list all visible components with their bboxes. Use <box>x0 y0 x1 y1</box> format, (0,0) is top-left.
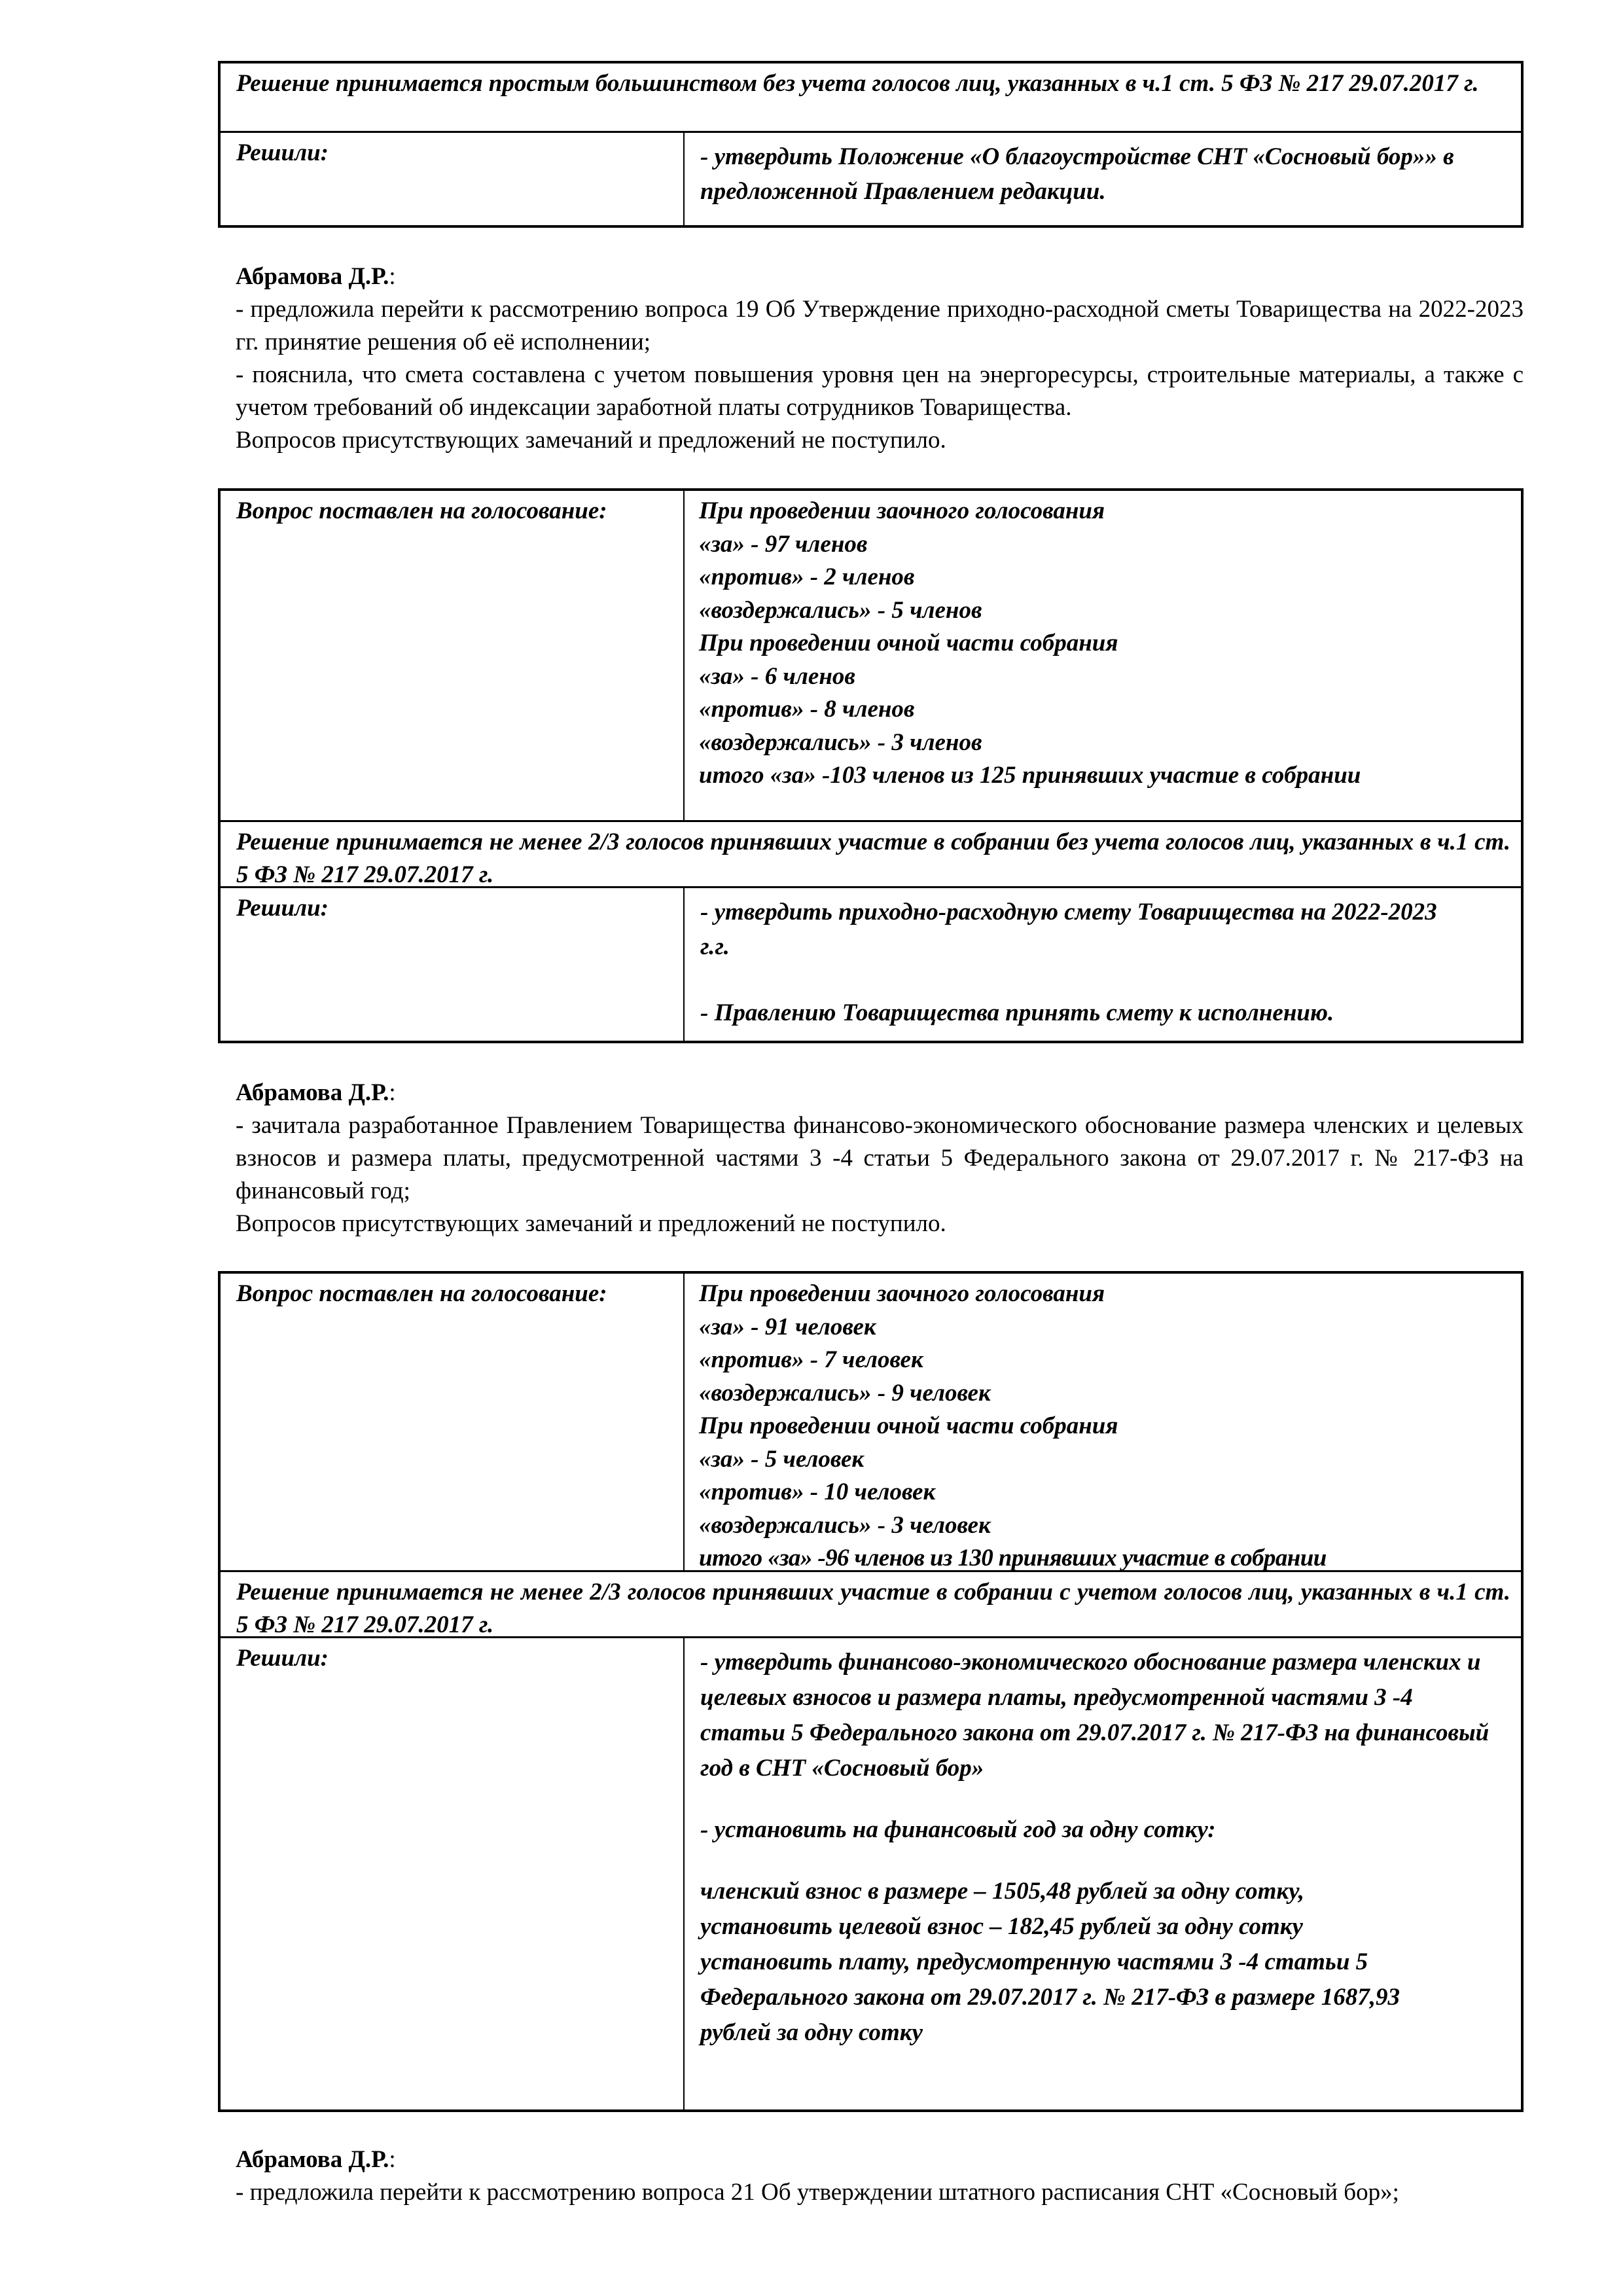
speaker-name <box>236 1077 1524 1109</box>
vote-line: «за» - 97 членов <box>699 530 868 558</box>
decision-row <box>221 131 1521 228</box>
vote-line: При проведении заочного голосования <box>699 497 1105 524</box>
vote-results <box>685 1274 1521 1570</box>
speaker-name <box>236 2144 1524 2176</box>
voting-table-2 <box>218 488 1524 1043</box>
vote-line: «воздержались» - 3 человек <box>699 1511 991 1539</box>
rule-text: Решение принимается простым большинством без учета голосов лиц, указанных в ч.1 ст. 5 ФЗ № 217 29.07.2017 г. <box>236 70 1479 97</box>
rule-row <box>221 820 1521 886</box>
vote-line: «против» - 10 человек <box>699 1479 936 1505</box>
speaker-paragraph: - предложила перейти к рассмотрению вопроса 21 Об утверждении штатного расписания СНТ «Сосновый бор»; <box>236 2179 1399 2206</box>
decision-list <box>685 1638 1521 2112</box>
vote-line: «против» - 2 членов <box>699 564 915 590</box>
vote-line: «за» - 5 человек <box>699 1445 865 1473</box>
speaker-paragraph: - предложила перейти к рассмотрению вопроса 19 Об Утверждение приходно-расходной сметы Товарищества на 2022-2023 гг. принятие решения об её исполнении; <box>236 296 1524 355</box>
vote-line: При проведении очной части собрания <box>699 1412 1118 1439</box>
speaker-block-2 <box>236 1077 1524 1240</box>
decided-label: Решили: <box>221 1638 685 2112</box>
rule-row <box>221 63 1521 131</box>
decision-list <box>685 888 1521 1041</box>
speaker-block-1 <box>236 260 1524 457</box>
speaker-name-text: Абрамова Д.Р. <box>236 2146 389 2173</box>
fee-list <box>700 1874 1495 2051</box>
vote-total: итого «за» -103 членов из 125 принявших участие в собрании <box>699 762 1361 789</box>
resolution-table-1 <box>218 61 1524 228</box>
vote-line: «против» - 7 человек <box>699 1346 923 1373</box>
vote-total: итого «за» -96 членов из 130 принявших участие в собрании <box>699 1545 1327 1571</box>
payment-fee-line: установить плату, предусмотренную частями 3 -4 статьи 5 Федерального закона от 29.07.2017 г. № 217-ФЗ в размере 1687,93 рублей за одну сотку <box>700 1948 1400 2046</box>
speaker-paragraph: Вопросов присутствующих замечаний и предложений не поступило. <box>236 1210 946 1237</box>
vote-row <box>221 1274 1521 1570</box>
vote-line: «за» - 91 человек <box>699 1313 876 1340</box>
vote-row <box>221 491 1521 820</box>
decision-item: - утвердить Положение «О благоустройстве СНТ «Сосновый бор»» в предложенной Правлением редакции. <box>700 143 1454 205</box>
speaker-paragraph: - зачитала разработанное Правлением Товарищества финансово-экономического обоснование размера членских и целевых взносов и размера платы, предусмотренной частями 3 -4 статьи 5 Федерального закона от 29.07.2017 г. № 217-ФЗ на финансовый год; <box>236 1112 1524 1204</box>
decision-item: - установить на финансовый год за одну сотку: <box>700 1816 1216 1843</box>
vote-label: Вопрос поставлен на голосование: <box>221 1274 685 1570</box>
speaker-name-colon: : <box>389 2146 396 2173</box>
speaker-paragraph: - пояснила, что смета составлена с учетом повышения уровня цен на энергоресурсы, строительные материалы, а также с учетом требований об индексации заработной платы сотрудников Товарищества. <box>236 361 1524 421</box>
vote-label: Вопрос поставлен на голосование: <box>221 491 685 820</box>
vote-line: «воздержались» - 9 человек <box>699 1379 991 1407</box>
decision-item: - утвердить финансово-экономического обоснование размера членских и целевых взносов и размера платы, предусмотренной частями 3 -4 статьи 5 Федерального закона от 29.07.2017 г. № 217-ФЗ на финансовый год в СНТ «Сосновый бор» <box>700 1649 1489 1782</box>
vote-line: При проведении очной части собрания <box>699 630 1118 656</box>
speaker-paragraph: Вопросов присутствующих замечаний и предложений не поступило. <box>236 427 946 454</box>
speaker-name-text: Абрамова Д.Р. <box>236 1079 389 1106</box>
vote-line: «воздержались» - 5 членов <box>699 596 982 624</box>
decision-row <box>221 1636 1521 2112</box>
speaker-name-colon: : <box>389 263 396 290</box>
rule-text: Решение принимается не менее 2/3 голосов принявших участие в собрании с учетом голосов лиц, указанных в ч.1 ст. 5 ФЗ № 217 29.07.2017 г. <box>236 1579 1510 1638</box>
vote-line: «за» - 6 членов <box>699 662 855 690</box>
decided-label: Решили: <box>221 133 685 228</box>
decision-list <box>685 133 1521 228</box>
vote-line: При проведении заочного голосования <box>699 1280 1105 1307</box>
vote-line: «против» - 8 членов <box>699 696 915 723</box>
decision-row <box>221 886 1521 1041</box>
target-fee-line: установить целевой взнос – 182,45 рублей за одну сотку <box>700 1913 1303 1940</box>
rule-text: Решение принимается не менее 2/3 голосов принявших участие в собрании без учета голосов лиц, указанных в ч.1 ст. 5 ФЗ № 217 29.07.2017 г. <box>236 829 1510 888</box>
voting-table-3 <box>218 1271 1524 2112</box>
decision-item: - утвердить приходно-расходную смету Товарищества на 2022-2023 г.г. <box>700 899 1437 960</box>
speaker-name-text: Абрамова Д.Р. <box>236 263 389 290</box>
vote-line: «воздержались» - 3 членов <box>699 728 982 756</box>
speaker-name-colon: : <box>389 1079 396 1106</box>
decided-label: Решили: <box>221 888 685 1041</box>
rule-row <box>221 1570 1521 1636</box>
speaker-block-3 <box>236 2144 1524 2209</box>
speaker-name <box>236 260 1524 293</box>
decision-item: - Правлению Товарищества принять смету к исполнению. <box>700 999 1334 1026</box>
membership-fee-line: членский взнос в размере – 1505,48 рублей за одну сотку, <box>700 1878 1304 1905</box>
vote-results <box>685 491 1521 820</box>
